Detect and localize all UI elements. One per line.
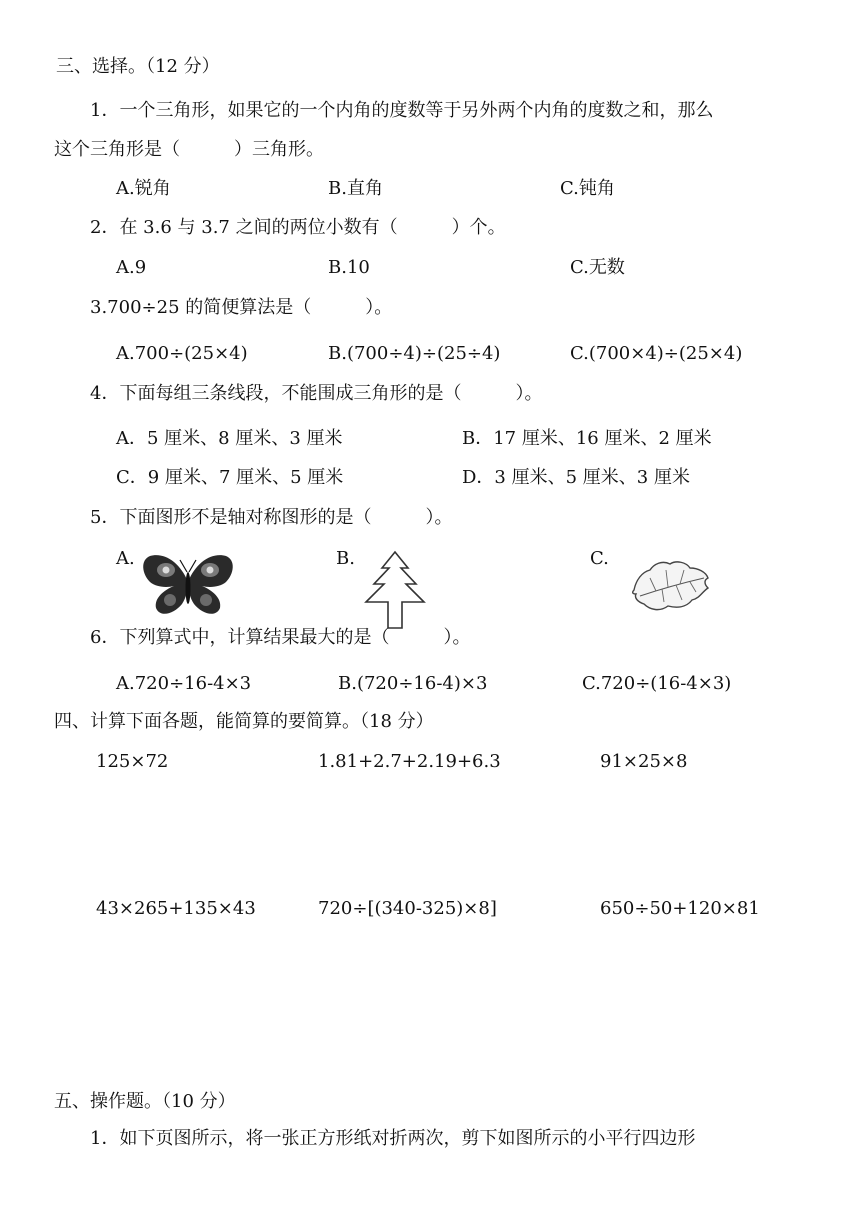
q1-option-c: C.钝角	[560, 178, 615, 199]
calc-4: 43×265+135×43	[96, 898, 256, 919]
q5-option-c: C.	[590, 548, 609, 569]
calc-5: 720÷[(340-325)×8]	[318, 898, 497, 919]
q6-option-c: C.720÷(16-4×3)	[582, 673, 732, 694]
q1-line2: 这个三角形是（ ）三角形。	[54, 139, 324, 160]
q1-option-b: B.直角	[328, 178, 383, 199]
q3-option-c: C.(700×4)÷(25×4)	[570, 343, 743, 364]
section-5-q1: 1．如下页图所示，将一张正方形纸对折两次，剪下如图所示的小平行四边形	[90, 1128, 696, 1149]
q3-option-b: B.(700÷4)÷(25÷4)	[328, 343, 501, 364]
calc-6: 650÷50+120×81	[600, 898, 760, 919]
q5-text: 5．下面图形不是轴对称图形的是（ ）。	[90, 507, 453, 528]
butterfly-icon	[140, 552, 236, 618]
q1-line1: 1．一个三角形，如果它的一个内角的度数等于另外两个内角的度数之和，那么	[90, 100, 714, 121]
q4-text: 4．下面每组三条线段，不能围成三角形的是（ ）。	[90, 383, 543, 404]
q5-option-a: A.	[116, 548, 135, 569]
q2-option-c: C.无数	[570, 257, 625, 278]
calc-3: 91×25×8	[600, 751, 688, 772]
q6-option-a: A.720÷16-4×3	[116, 673, 252, 694]
tree-icon	[360, 550, 430, 630]
q5-option-b: B.	[336, 548, 355, 569]
section-5-heading: 五、操作题。（10 分）	[54, 1091, 236, 1112]
calc-1: 125×72	[96, 751, 169, 772]
leaf-icon	[628, 556, 712, 616]
q6-text: 6．下列算式中，计算结果最大的是（ ）。	[90, 627, 471, 648]
q4-option-b: B．17 厘米、16 厘米、2 厘米	[462, 428, 712, 449]
q3-text: 3.700÷25 的简便算法是（ ）。	[90, 297, 393, 318]
q1-option-a: A.锐角	[116, 178, 171, 199]
q4-option-d: D．3 厘米、5 厘米、3 厘米	[462, 467, 690, 488]
q4-option-a: A．5 厘米、8 厘米、3 厘米	[116, 428, 343, 449]
section-4-heading: 四、计算下面各题，能简算的要简算。（18 分）	[54, 711, 434, 732]
q2-option-b: B.10	[328, 257, 370, 278]
q3-option-a: A.700÷(25×4)	[116, 343, 248, 364]
q2-text: 2．在 3.6 与 3.7 之间的两位小数有（ ）个。	[90, 217, 506, 238]
section-3-heading: 三、选择。（12 分）	[56, 56, 220, 77]
q6-option-b: B.(720÷16-4)×3	[338, 673, 488, 694]
q4-option-c: C．9 厘米、7 厘米、5 厘米	[116, 467, 344, 488]
calc-2: 1.81+2.7+2.19+6.3	[318, 751, 501, 772]
q2-option-a: A.9	[116, 257, 147, 278]
